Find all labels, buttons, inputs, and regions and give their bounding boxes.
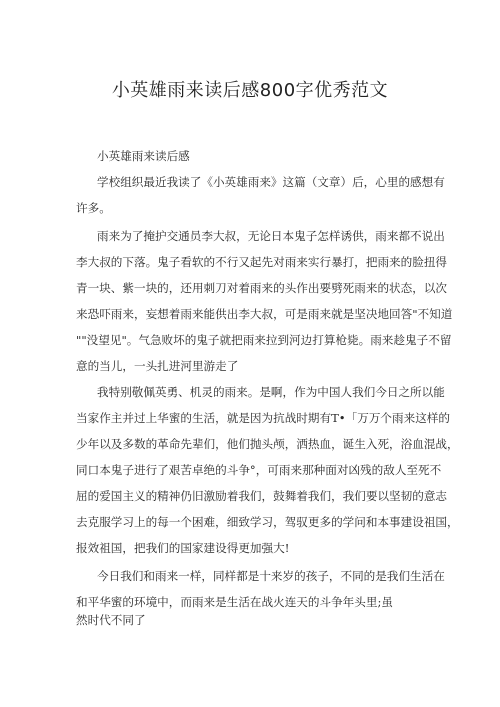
paragraph-line: 我特别敬佩英勇、机灵的雨来。是啊，作为中国人我们今日之所以能 <box>97 385 445 399</box>
paragraph-line: 当家作主并过上华蜜的生活，就是因为抗战时期有T•「万万个雨来这样的 <box>76 411 450 425</box>
paragraph-line: 报效祖国，把我们的国家建设得更加强大! <box>76 541 290 555</box>
paragraph-line: 少年以及多数的革命先辈们，他们抛头颅，洒热血，诞生入死，浴血混战， <box>76 437 459 451</box>
paragraph-line: 李大叔的下落。鬼子看软的不行又起先对雨来实行暴打，把雨来的脸扭得 <box>76 255 448 269</box>
paragraph-line: 和平华蜜的环境中，而雨来是生活在战火连天的斗争年头里;虽 <box>76 595 393 609</box>
paragraph-line: 去克服学习上的每一个困难，细致学习，驾驭更多的学问和本事建设祖国， <box>76 515 459 529</box>
paragraph-line: 意的当儿，一头扎进河里游走了 <box>76 359 239 373</box>
paragraph-line: 今日我们和雨来一样，同样都是十来岁的孩子，不同的是我们生活在 <box>97 569 445 583</box>
subtitle-line: 小英雄雨来读后感 <box>97 149 190 163</box>
paragraph-line: 然时代不同了 <box>76 613 146 627</box>
paragraph-line: 许多。 <box>76 201 111 215</box>
paragraph-line: 屈的爱国主义的精神仍旧激励着我们，鼓舞着我们，我们要以坚韧的意志 <box>76 489 448 503</box>
paragraph-line: 雨来为了掩护交通员李大叔，无论日本鬼子怎样诱供，雨来都不说出 <box>97 229 445 243</box>
document-title: 小英雄雨来读后感800字优秀范文 <box>111 80 389 101</box>
paragraph-line: 同口本鬼子进行了艰苦卓绝的斗争°，可雨来那种面对凶残的敌人至死不 <box>76 463 442 477</box>
paragraph-line: ""没望见"。气急败坏的鬼子就把雨来拉到河边打算枪毙。雨来趁鬼子不留 <box>76 333 452 347</box>
paragraph-line: 来恐吓雨来，妄想着雨来能供出李大叔，可是雨来就是坚决地回答"不知道 <box>76 307 453 321</box>
paragraph-line: 青一块、紫一块的，还用刺刀对着雨来的头作出要劈死雨来的状态，以次 <box>76 281 448 295</box>
paragraph-line: 学校组织最近我读了《小英雄雨来》这篇（文章）后，心里的感想有 <box>97 175 445 189</box>
